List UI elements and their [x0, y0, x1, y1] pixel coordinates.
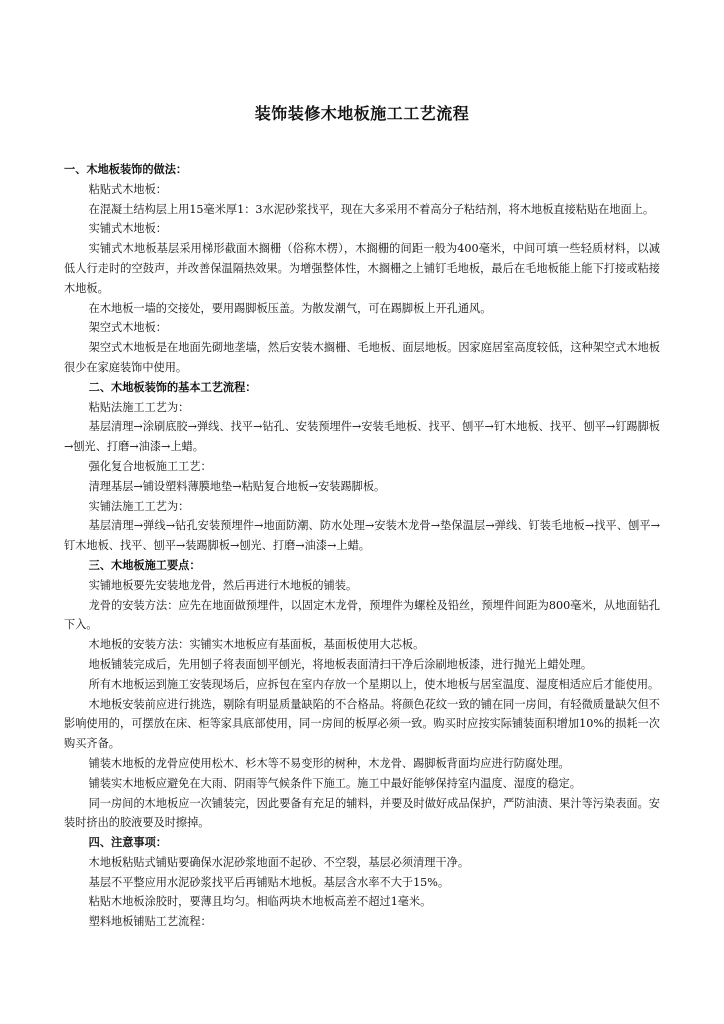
body-paragraph: 所有木地板运到施工安装现场后，应拆包在室内存放一个星期以上，使木地板与居室温度、湿度相适应后才能使用。	[88, 677, 660, 691]
body-paragraph: 实铺法施工工艺为：	[88, 499, 190, 513]
body-paragraph: 粘贴法施工工艺为：	[88, 400, 190, 414]
body-paragraph: 地板铺装完成后，先用刨子将表面刨平刨光，将地板表面清扫干净后涂刷地板漆，进行抛光上蜡处理。	[88, 657, 593, 671]
body-paragraph: 粘贴木地板涂胶时，要薄且均匀。相临两块木地板高差不超过1毫米。	[88, 895, 432, 909]
body-paragraph: 基层清理→弹线→钻孔安装预埋件→地面防潮、防水处理→安装木龙骨→垫保温层→弹线、钉装毛地板→找平、刨平→钉木地板、找平、刨平→装踢脚板→刨光、打磨→油漆→上蜡。	[64, 519, 660, 553]
body-paragraph: 木地板的安装方法：实铺实木地板应有基面板，基面板使用大芯板。	[88, 638, 425, 652]
body-paragraph: 木地板安装前应进行挑选，剔除有明显质量缺陷的不合格品。将颜色花纹一致的铺在同一房间，有轻微质量缺欠但不影响使用的，可摆放在床、柜等家具底部使用，同一房间的板厚必须一致。购买时应按实际铺装面积增加10%的损耗一次购买齐备。	[64, 697, 660, 751]
section-heading: 四、注意事项：	[88, 836, 167, 850]
body-paragraph: 强化复合地板施工工艺：	[88, 459, 212, 473]
section-heading: 三、木地板施工要点：	[88, 558, 201, 572]
body-paragraph: 实铺地板要先安装地龙骨，然后再进行木地板的铺装。	[88, 578, 358, 592]
document-body	[64, 160, 660, 932]
body-paragraph: 基层清理→涂刷底胶→弹线、找平→钻孔、安装预埋件→安装毛地板、找平、刨平→钉木地板、找平、刨平→钉踢脚板→刨光、打磨→油漆→上蜡。	[64, 420, 660, 454]
body-paragraph: 实铺式木地板基层采用梯形截面木搁栅（俗称木楞），木搁栅的间距一般为400毫米，中间可填一些轻质材料，以减低人行走时的空鼓声，并改善保温隔热效果。为增强整体性，木搁栅之上铺钉毛地板，最后在毛地板能上能下打接或粘接木地板。	[64, 242, 660, 295]
body-paragraph: 铺装实木地板应避免在大雨、阴雨等气候条件下施工。施工中最好能够保持室内温度、湿度的稳定。	[88, 776, 581, 790]
body-paragraph: 实铺式木地板：	[88, 222, 167, 236]
body-paragraph: 同一房间的木地板应一次铺装完，因此要备有充足的辅料，并要及时做好成品保护，严防油渍、果汁等污染表面。安装时挤出的胶液要及时擦掉。	[64, 796, 660, 830]
body-paragraph: 粘贴式木地板：	[88, 182, 167, 196]
document-title: 装饰装修木地板施工工艺流程	[254, 104, 470, 123]
body-paragraph: 木地板粘贴式铺贴要确保水泥砂浆地面不起砂、不空裂，基层必须清理干净。	[88, 855, 470, 869]
section-heading: 一、木地板装饰的做法：	[64, 163, 188, 176]
body-paragraph: 架空式木地板：	[88, 321, 167, 335]
body-paragraph: 架空式木地板是在地面先砌地垄墙，然后安装木搁栅、毛地板、面层地板。因家庭居室高度较低，这种架空式木地板很少在家庭装饰中使用。	[64, 341, 660, 374]
body-paragraph: 在木地板一墙的交接处，要用踢脚板压盖。为散发潮气，可在踢脚板上开孔通风。	[88, 301, 492, 315]
body-paragraph: 清理基层→铺设塑料薄膜地垫→粘贴复合地板→安装踢脚板。	[88, 479, 386, 493]
body-paragraph: 铺装木地板的龙骨应使用松木、杉木等不易变形的树种，木龙骨、踢脚板背面均应进行防腐处理。	[88, 756, 570, 770]
body-paragraph: 塑料地板铺贴工艺流程：	[88, 915, 212, 929]
body-paragraph: 在混凝土结构层上用15毫米厚1：3水泥砂浆找平，现在大多采用不着高分子粘结剂，将木地板直接粘贴在地面上。	[88, 202, 655, 216]
section-heading: 二、木地板装饰的基本工艺流程：	[88, 380, 257, 394]
body-paragraph: 龙骨的安装方法：应先在地面做预埋件，以固定木龙骨，预埋件为螺栓及铅丝，预埋件间距为800毫米，从地面钻孔下入。	[64, 598, 660, 632]
body-paragraph: 基层不平整应用水泥砂浆找平后再铺贴木地板。基层含水率不大于15%。	[88, 875, 450, 889]
